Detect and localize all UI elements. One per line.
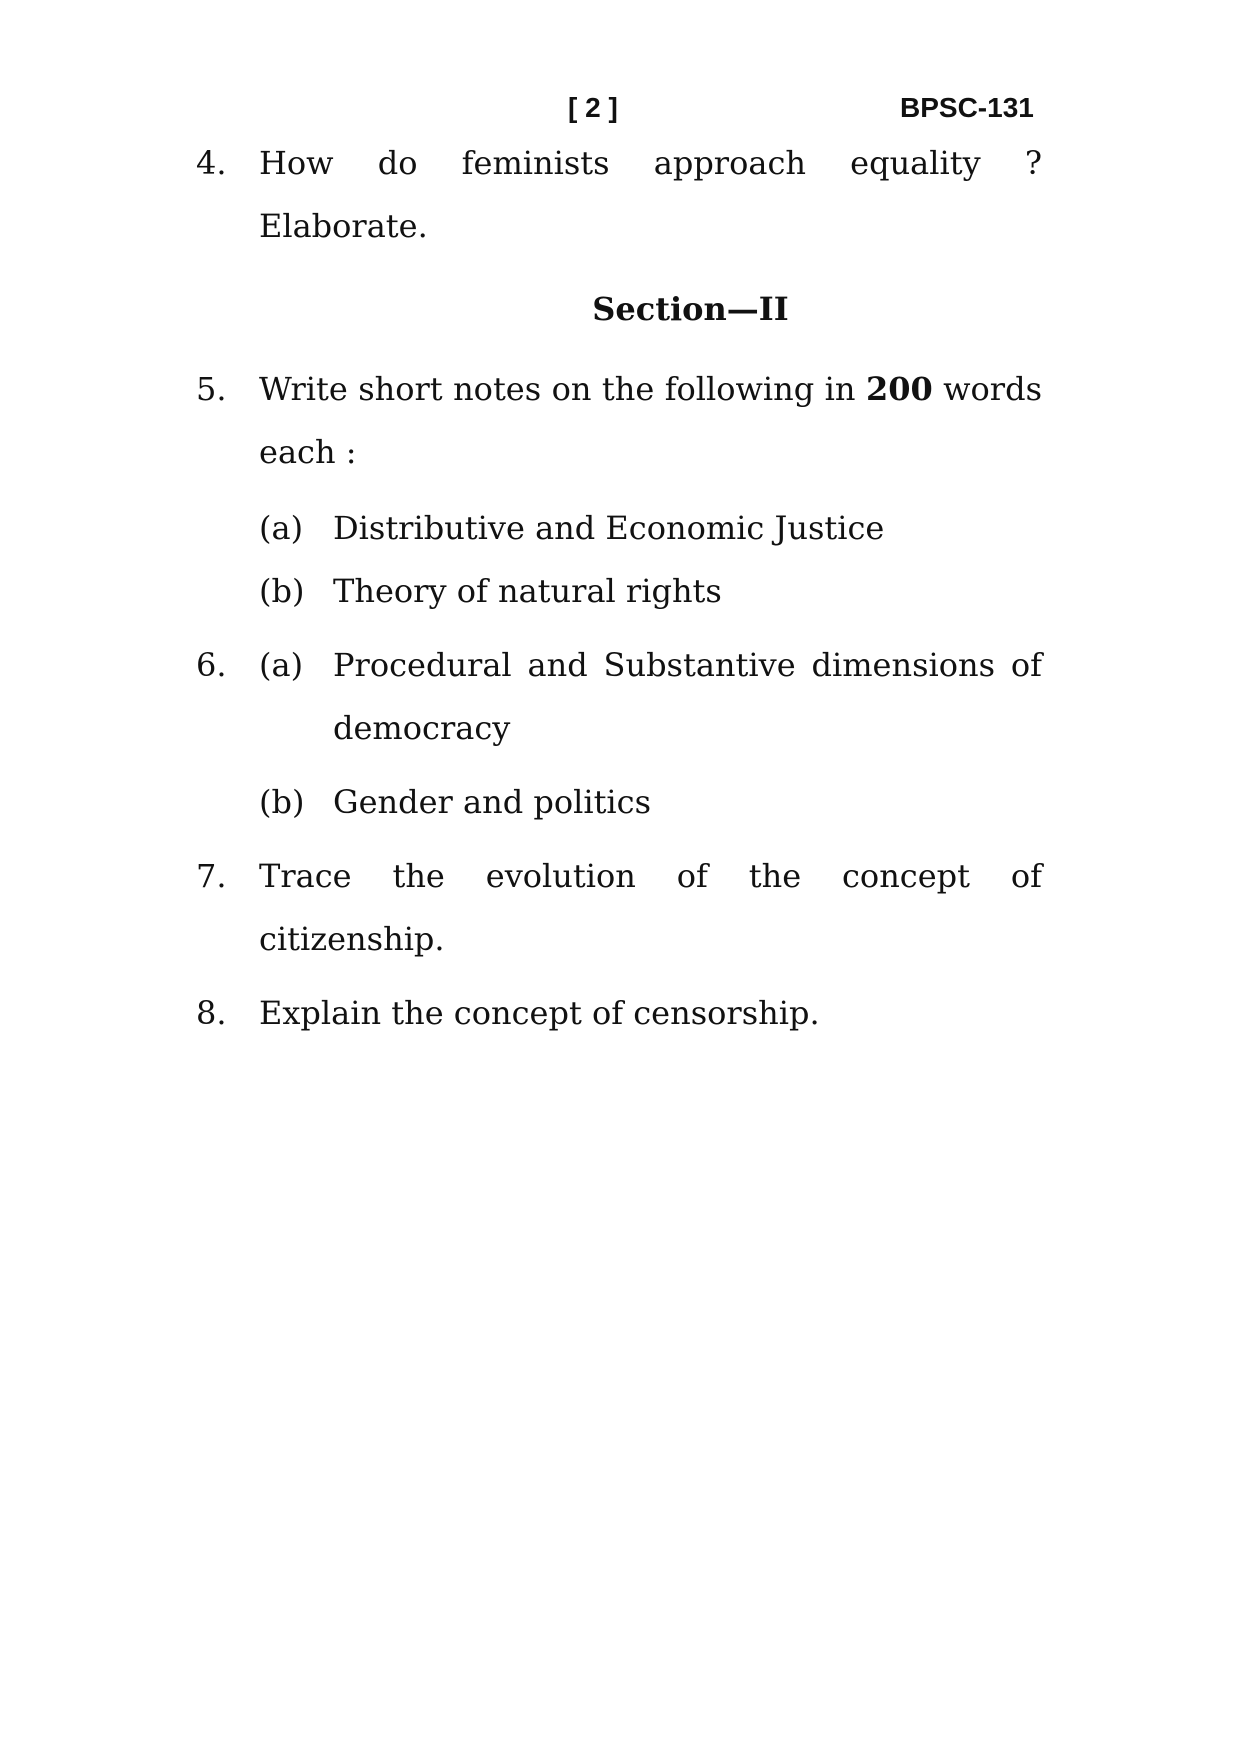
- question-text-part: Write short notes on the following in: [259, 370, 866, 408]
- question-text-line1: Trace the evolution of the concept of: [259, 857, 1042, 895]
- question-number: 6.: [196, 646, 227, 684]
- sub-question-5b: [259, 560, 1042, 623]
- question-text-line1: How do feminists approach equality ?: [259, 144, 1042, 182]
- question-5: [196, 358, 1042, 484]
- sub-text: Theory of natural rights: [333, 572, 722, 610]
- question-number: 5.: [196, 370, 227, 408]
- question-number: 7.: [196, 857, 227, 895]
- paper-code: BPSC-131: [900, 92, 1034, 123]
- sub-text: Gender and politics: [333, 783, 651, 821]
- question-number: 8.: [196, 994, 227, 1032]
- sub-text: Distributive and Economic Justice: [333, 509, 885, 547]
- sub-question-6a: [259, 634, 1042, 760]
- question-text: Explain the concept of censorship.: [259, 994, 820, 1032]
- question-number: 4.: [196, 144, 227, 182]
- sub-label: (a): [259, 646, 304, 684]
- question-7: [196, 845, 1042, 971]
- word-count: 200: [865, 370, 933, 408]
- section-heading: Section—II: [592, 290, 789, 328]
- sub-label: (b): [259, 572, 305, 610]
- question-text-part: words: [932, 370, 1043, 408]
- sub-question-5a: [259, 497, 1042, 560]
- sub-question-6b: [259, 771, 1042, 834]
- question-text-line2: Elaborate.: [259, 207, 428, 245]
- question-4: [196, 132, 1042, 258]
- question-text-line2: each :: [259, 433, 357, 471]
- sub-text-line2: democracy: [333, 709, 511, 747]
- question-8: [196, 982, 1042, 1045]
- sub-label: (a): [259, 509, 304, 547]
- sub-text-line1: Procedural and Substantive dimensions of: [333, 646, 1042, 684]
- question-text-line1: [259, 358, 1042, 421]
- page-number: [ 2 ]: [568, 92, 618, 123]
- question-text-line2: citizenship.: [259, 920, 445, 958]
- sub-label: (b): [259, 783, 305, 821]
